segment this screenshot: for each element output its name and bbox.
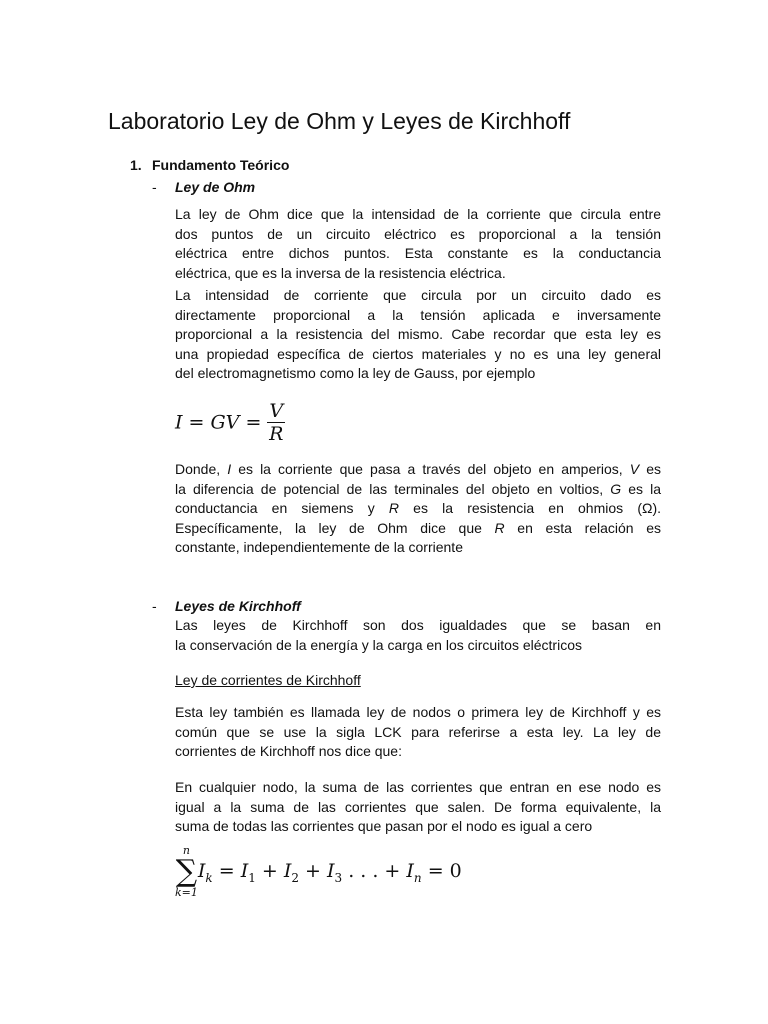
text-span: es la resistencia en ohmios (Ω). <box>399 500 662 516</box>
ohm-paragraph-1 <box>175 205 661 283</box>
page-title: Laboratorio Ley de Ohm y Leyes de Kirchhoff <box>108 108 571 134</box>
formula-subscript: 1 <box>248 870 256 885</box>
kirchhoff-paragraph-3 <box>175 778 661 837</box>
symbol-i: I <box>227 461 232 477</box>
ohm-paragraph-3 <box>175 460 661 558</box>
kirchhoff-paragraph-1 <box>175 616 661 655</box>
text-line: del electromagnetismo como la ley de Gauss, por ejemplo <box>175 365 536 381</box>
formula-operator: . . . + <box>342 859 407 882</box>
ohm-formula <box>175 400 285 445</box>
section-label: Fundamento Teórico <box>152 157 290 173</box>
text-line: igual a la suma de las corrientes que salen. De forma equivalente, la <box>175 798 661 815</box>
formula-term: I <box>197 859 206 882</box>
sum-upper-limit: n <box>182 844 190 857</box>
summation <box>175 845 198 899</box>
text-span: Específicamente, la ley de Ohm dice que <box>175 519 495 536</box>
text-line: la conservación de la energía y la carga en los circuitos eléctricos <box>175 636 582 653</box>
text-line: En cualquier nodo, la suma de las corrientes que entran en ese nodo es <box>175 779 661 795</box>
kirchhoff-heading: Leyes de Kirchhoff <box>175 598 301 614</box>
section-number: 1. <box>130 157 142 173</box>
text-line: común que se use la sigla LCK para referirse a esta ley. La ley de <box>175 723 661 740</box>
text-line <box>175 460 661 480</box>
bullet-dash: - <box>152 598 157 614</box>
text-span: es <box>639 461 661 477</box>
formula-operator: = <box>212 859 241 882</box>
text-line: eléctrica, que es la inversa de la resistencia eléctrica. <box>175 264 506 281</box>
bullet-leyes-de-kirchhoff <box>152 598 301 614</box>
text-span: Donde, <box>175 461 228 477</box>
kirchhoff-formula <box>175 845 462 899</box>
bullet-dash: - <box>152 179 157 195</box>
text-line: proporcional a la resistencia del mismo. Cabe recordar que esta ley es <box>175 326 661 342</box>
formula-operator: + <box>299 859 327 882</box>
text-span: es la corriente que pasa a través del objeto en amperios, <box>231 461 630 477</box>
text-line: Esta ley también es llamada ley de nodos o primera ley de Kirchhoff y es <box>175 704 661 720</box>
text-line: Las leyes de Kirchhoff son dos igualdades que se basan en <box>175 617 661 633</box>
fraction-denominator: R <box>269 423 284 445</box>
formula-lhs: I = GV = <box>175 411 262 434</box>
formula-term: I <box>406 859 414 882</box>
formula-body <box>197 859 462 885</box>
text-line: suma de todas las corrientes que pasan por el nodo es igual a cero <box>175 818 593 834</box>
bullet-ley-de-ohm <box>152 179 255 195</box>
formula-subscript: 3 <box>334 870 343 885</box>
symbol-r: R <box>388 500 400 516</box>
text-line: eléctrica entre dichos puntos. Esta constante es la conductancia <box>175 245 661 261</box>
ohm-paragraph-2 <box>175 286 661 384</box>
formula-operator: + <box>255 859 284 882</box>
text-span: conductancia en siemens y <box>175 500 389 516</box>
text-line: La intensidad de corriente que circula por un circuito dado es <box>175 287 661 303</box>
sigma-symbol: ∑ <box>175 854 198 889</box>
symbol-g: G <box>610 480 622 497</box>
text-span: es la <box>621 480 661 497</box>
kirchhoff-subheading: Ley de corrientes de Kirchhoff <box>175 672 361 688</box>
formula-subscript: 2 <box>291 870 299 885</box>
formula-term: I <box>283 859 292 882</box>
text-line: La ley de Ohm dice que la intensidad de la corriente que circula entre <box>175 206 661 222</box>
sum-lower-limit: k=1 <box>175 886 198 899</box>
text-line: corrientes de Kirchhoff nos dice que: <box>175 743 402 759</box>
text-line: dos puntos de un circuito eléctrico es proporcional a la tensión <box>175 225 661 242</box>
text-span: en esta relación es <box>504 519 662 536</box>
symbol-v: V <box>629 461 640 477</box>
text-line: directamente proporcional a la tensión aplicada e inversamente <box>175 306 661 323</box>
fraction <box>267 400 285 445</box>
text-line <box>175 519 661 539</box>
symbol-r: R <box>494 519 505 536</box>
section-heading <box>130 157 289 173</box>
text-line <box>175 480 661 500</box>
formula-subscript: k <box>205 870 213 885</box>
formula-operator: = 0 <box>421 859 462 882</box>
formula-subscript: n <box>413 870 422 885</box>
kirchhoff-paragraph-2 <box>175 703 661 762</box>
text-span: la diferencia de potencial de las terminales del objeto en voltios, <box>175 480 611 497</box>
formula-term: I <box>240 859 249 882</box>
text-line: una propiedad específica de ciertos materiales y no es una ley general <box>175 345 661 362</box>
fraction-numerator: V <box>269 400 284 422</box>
ohm-heading: Ley de Ohm <box>175 179 256 195</box>
text-line: constante, independientemente de la corriente <box>175 539 463 555</box>
text-line <box>175 499 661 519</box>
formula-term: I <box>327 859 335 882</box>
